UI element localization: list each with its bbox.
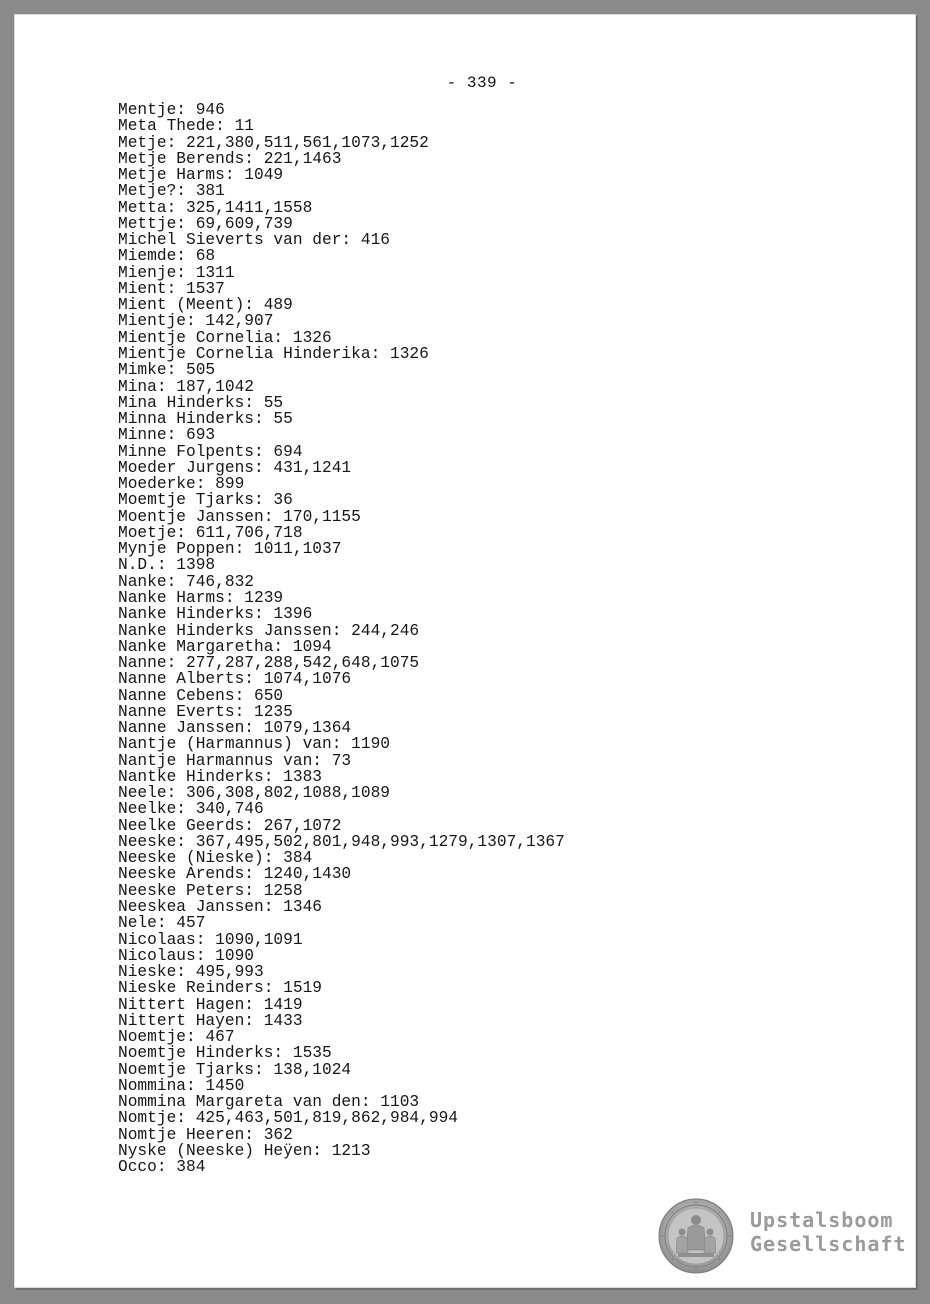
index-entry: Mina: 187,1042 — [118, 377, 254, 396]
index-entry: Minne Folpents: 694 — [118, 442, 303, 461]
index-entry: Nicolaas: 1090,1091 — [118, 930, 303, 949]
document-page — [14, 14, 916, 1288]
index-entry: Minne: 693 — [118, 426, 216, 445]
index-entry: Nanne Janssen: 1079,1364 — [118, 719, 352, 738]
index-entry: Metje: 221,380,511,561,1073,1252 — [118, 133, 429, 152]
index-entry: Neeskea Janssen: 1346 — [118, 898, 322, 917]
index-entry: Mientje Cornelia: 1326 — [118, 328, 332, 347]
index-entry: Neelke Geerds: 267,1072 — [118, 816, 342, 835]
index-entry: Nanke Harms: 1239 — [118, 588, 284, 607]
index-entry: Neelke: 340,746 — [118, 800, 264, 819]
name-index-list — [118, 102, 878, 1176]
index-entry: Neeske (Nieske): 384 — [118, 849, 313, 868]
index-entry: Nieske Reinders: 1519 — [118, 979, 322, 998]
index-entry: Nomtje: 425,463,501,819,862,984,994 — [118, 1109, 458, 1128]
logo-line-1: Upstalsboom — [750, 1208, 894, 1232]
index-entry: Mettje: 69,609,739 — [118, 214, 293, 233]
index-entry: Miemde: 68 — [118, 247, 216, 266]
index-entry: Nantje Harmannus van: 73 — [118, 751, 352, 770]
index-entry: Nieske: 495,993 — [118, 963, 264, 982]
index-entry: Nanne: 277,287,288,542,648,1075 — [118, 654, 420, 673]
upstalsboom-logo — [658, 1198, 908, 1278]
index-entry: Nittert Hagen: 1419 — [118, 995, 303, 1014]
index-entry: Moemtje Tjarks: 36 — [118, 491, 293, 510]
index-entry: Metje?: 381 — [118, 182, 225, 201]
index-entry: Metje Berends: 221,1463 — [118, 149, 342, 168]
index-entry: Michel Sieverts van der: 416 — [118, 231, 390, 250]
index-entry: Nanne Cebens: 650 — [118, 686, 284, 705]
index-entry: Moeder Jurgens: 431,1241 — [118, 458, 352, 477]
index-entry: Nanke: 746,832 — [118, 572, 254, 591]
index-entry: Moentje Janssen: 170,1155 — [118, 507, 361, 526]
index-entry: Nantke Hinderks: 1383 — [118, 767, 322, 786]
index-entry: Moetje: 611,706,718 — [118, 523, 303, 542]
index-entry: Nommina Margareta van den: 1103 — [118, 1093, 420, 1112]
index-entry: Noemtje Hinderks: 1535 — [118, 1044, 332, 1063]
index-entry: Nittert Hayen: 1433 — [118, 1011, 303, 1030]
index-entry: Mient (Meent): 489 — [118, 296, 293, 315]
index-entry: Minna Hinderks: 55 — [118, 410, 293, 429]
index-entry: Neeske Arends: 1240,1430 — [118, 865, 352, 884]
index-entry: Noemtje Tjarks: 138,1024 — [118, 1060, 352, 1079]
index-entry: Mina Hinderks: 55 — [118, 393, 284, 412]
index-entry: Occo: 384 — [118, 1158, 206, 1177]
seal-icon — [658, 1198, 734, 1274]
index-entry: Nomtje Heeren: 362 — [118, 1125, 293, 1144]
logo-line-2: Gesellschaft — [750, 1232, 907, 1256]
index-entry: Metje Harms: 1049 — [118, 166, 284, 185]
index-entry: Mentje: 946 — [118, 101, 225, 119]
logo-wordmark — [750, 1208, 907, 1256]
index-entry: Mientje: 142,907 — [118, 312, 274, 331]
index-entry: Nanke Hinderks Janssen: 244,246 — [118, 621, 420, 640]
index-entry: Neeske: 367,495,502,801,948,993,1279,1307,1367 — [118, 832, 565, 851]
index-entry: Meta Thede: 11 — [118, 117, 254, 136]
index-entry: Neele: 306,308,802,1088,1089 — [118, 784, 390, 803]
index-entry: Mienje: 1311 — [118, 263, 235, 282]
index-entry: Nyske (Neeske) Heÿen: 1213 — [118, 1142, 371, 1160]
index-entry: Nanne Alberts: 1074,1076 — [118, 670, 352, 689]
index-entry: Nicolaus: 1090 — [118, 946, 254, 965]
index-entry: Mientje Cornelia Hinderika: 1326 — [118, 344, 429, 363]
index-entry: Nanke Margaretha: 1094 — [118, 637, 332, 656]
page-number: - 339 - — [446, 74, 518, 92]
index-entry: Mimke: 505 — [118, 361, 216, 380]
index-entry: Nanke Hinderks: 1396 — [118, 605, 313, 624]
index-entry: Mynje Poppen: 1011,1037 — [118, 540, 342, 559]
index-entry: Moederke: 899 — [118, 475, 245, 494]
index-entry: Noemtje: 467 — [118, 1028, 235, 1047]
index-entry: Neeske Peters: 1258 — [118, 881, 303, 900]
index-entry: N.D.: 1398 — [118, 556, 216, 575]
index-entry: Nommina: 1450 — [118, 1076, 245, 1095]
index-entry: Nanne Everts: 1235 — [118, 702, 293, 721]
index-entry: Nantje (Harmannus) van: 1190 — [118, 735, 390, 754]
index-entry: Nele: 457 — [118, 914, 206, 933]
index-entry: Mient: 1537 — [118, 279, 225, 298]
index-entry: Metta: 325,1411,1558 — [118, 198, 313, 217]
